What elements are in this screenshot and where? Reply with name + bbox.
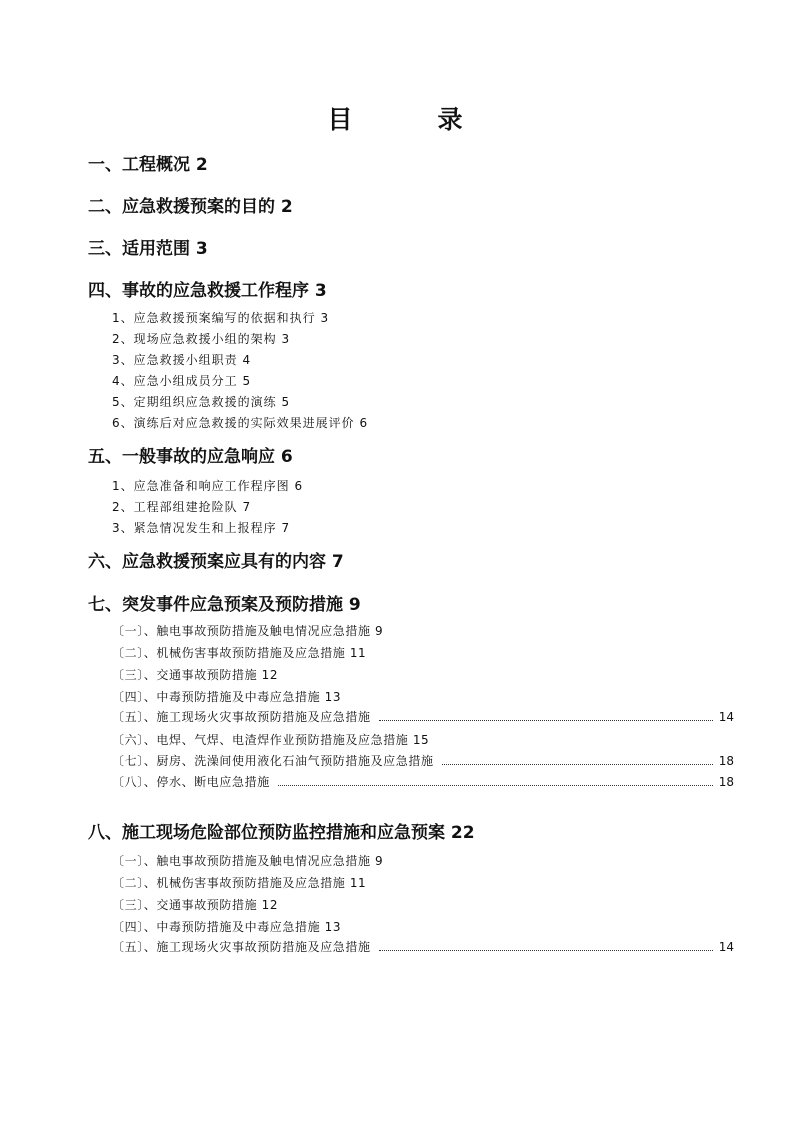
toc-item: 〔三〕、交通事故预防措施 12 <box>112 898 279 912</box>
toc-item: 〔一〕、触电事故预防措施及触电情况应急措施 9 <box>112 624 384 638</box>
toc-item-label: 〔八〕、停水、断电应急措施 <box>112 775 270 789</box>
toc-item-label: 〔七〕、厨房、洗澡间使用液化石油气预防措施及应急措施 <box>112 754 434 768</box>
toc-item: 〔四〕、中毒预防措施及中毒应急措施 13 <box>112 690 342 704</box>
toc-dotted-item <box>112 773 734 790</box>
toc-item: 〔二〕、机械伤害事故预防措施及应急措施 11 <box>112 876 367 890</box>
toc-dotted-item <box>112 938 734 955</box>
toc-section-8: 八、施工现场危险部位预防监控措施和应急预案 22 <box>88 823 475 843</box>
dot-leader <box>379 719 713 721</box>
toc-dotted-item <box>112 752 734 769</box>
dot-leader <box>442 763 713 765</box>
toc-item: 1、应急准备和响应工作程序图 6 <box>112 479 304 493</box>
toc-item-page: 14 <box>718 710 734 724</box>
toc-section-7: 七、突发事件应急预案及预防措施 9 <box>88 595 361 615</box>
dot-leader <box>278 784 713 786</box>
toc-item: 3、紧急情况发生和上报程序 7 <box>112 521 291 535</box>
toc-item-page: 18 <box>718 775 734 789</box>
toc-section-1: 一、工程概况 2 <box>88 155 208 175</box>
toc-item: 〔四〕、中毒预防措施及中毒应急措施 13 <box>112 920 342 934</box>
toc-item: 1、应急救援预案编写的依据和执行 3 <box>112 311 330 325</box>
toc-item-page: 14 <box>718 940 734 954</box>
toc-title: 目 录 <box>327 105 493 134</box>
toc-item: 3、应急救援小组职责 4 <box>112 353 252 367</box>
toc-section-5: 五、一般事故的应急响应 6 <box>88 447 293 467</box>
toc-item: 6、演练后对应急救援的实际效果进展评价 6 <box>112 416 369 430</box>
toc-item: 〔二〕、机械伤害事故预防措施及应急措施 11 <box>112 646 367 660</box>
toc-dotted-item <box>112 708 734 725</box>
toc-item: 〔六〕、电焊、气焊、电渣焊作业预防措施及应急措施 15 <box>112 733 430 747</box>
toc-section-3: 三、适用范围 3 <box>88 239 208 259</box>
toc-item: 〔三〕、交通事故预防措施 12 <box>112 668 279 682</box>
dot-leader <box>379 949 713 951</box>
toc-item: 4、应急小组成员分工 5 <box>112 374 252 388</box>
toc-item: 〔一〕、触电事故预防措施及触电情况应急措施 9 <box>112 854 384 868</box>
toc-item-label: 〔五〕、施工现场火灾事故预防措施及应急措施 <box>112 940 371 954</box>
toc-section-2: 二、应急救援预案的目的 2 <box>88 197 293 217</box>
toc-item: 2、现场应急救援小组的架构 3 <box>112 332 291 346</box>
toc-item-label: 〔五〕、施工现场火灾事故预防措施及应急措施 <box>112 710 371 724</box>
toc-item-page: 18 <box>718 754 734 768</box>
toc-section-6: 六、应急救援预案应具有的内容 7 <box>88 552 344 572</box>
toc-section-4: 四、事故的应急救援工作程序 3 <box>88 281 327 301</box>
toc-item: 5、定期组织应急救援的演练 5 <box>112 395 291 409</box>
toc-item: 2、工程部组建抢险队 7 <box>112 500 252 514</box>
